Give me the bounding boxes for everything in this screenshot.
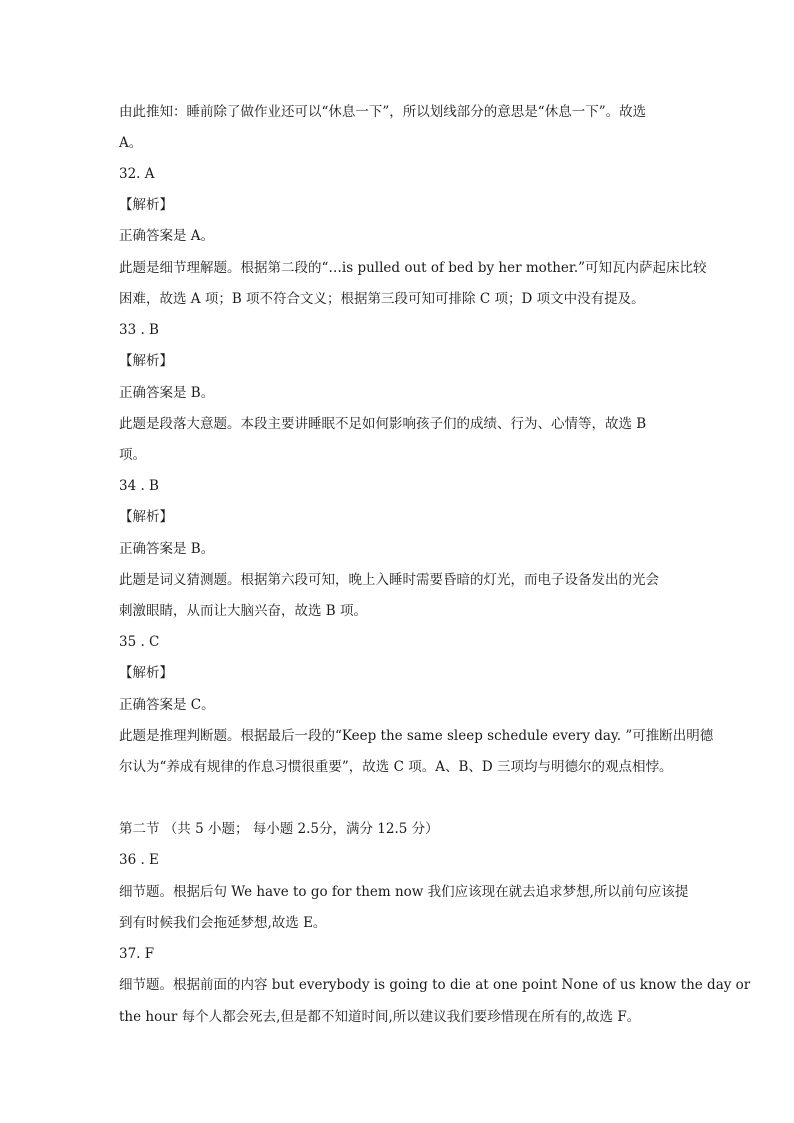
- question-number: 37. F: [119, 946, 155, 962]
- answer-line: 正确答案是 C。: [119, 697, 215, 713]
- text-line: 项。: [119, 447, 146, 463]
- text-line: 细节题。根据后句 We have to go for them now 我们应该现在就去追求梦想,所以前句应该提: [119, 884, 689, 900]
- text-line: 此题是细节理解题。根据第二段的“…is pulled out of bed by her mother.”可知瓦内萨起床比较: [119, 260, 707, 276]
- answer-line: 正确答案是 B。: [119, 541, 215, 557]
- text-line: 刺激眼睛，从而让大脑兴奋，故选 B 项。: [119, 603, 368, 619]
- section-label: 【解析】: [119, 509, 173, 525]
- question-number: 35 . C: [119, 634, 160, 650]
- text-line: 此题是段落大意题。本段主要讲睡眠不足如何影响孩子们的成绩、行为、心情等，故选 B: [119, 416, 647, 432]
- question-number: 36 . E: [119, 852, 159, 868]
- section-label: 【解析】: [119, 197, 173, 213]
- text-line: 到有时候我们会拖延梦想,故选 E。: [119, 915, 327, 931]
- text-line: 困难，故选 A 项；B 项不符合文义；根据第三段可知可排除 C 项；D 项文中没有提及。: [119, 291, 645, 307]
- question-number: 34 . B: [119, 478, 159, 494]
- question-number: 33 . B: [119, 322, 159, 338]
- question-number: 32. A: [119, 166, 155, 182]
- text-line: the hour 每个人都会死去,但是都不知道时间,所以建议我们要珍惜现在所有的,故选 F。: [119, 1009, 641, 1025]
- text-line: 此题是推理判断题。根据最后一段的“Keep the same sleep schedule every day. ”可推断出明德: [119, 728, 714, 744]
- text-line: 细节题。根据前面的内容 but everybody is going to die at one point None of us know the day or: [119, 977, 751, 993]
- section-label: 【解析】: [119, 353, 173, 369]
- answer-line: 正确答案是 A。: [119, 228, 215, 244]
- text-line: 由此推知：睡前除了做作业还可以“休息一下”，所以划线部分的意思是“休息一下”。故选: [119, 104, 647, 120]
- answer-line: 正确答案是 B。: [119, 385, 215, 401]
- text-line: A。: [119, 135, 143, 151]
- text-line: 尔认为“养成有规律的作息习惯很重要”，故选 C 项。A、B、D 三项均与明德尔的观点相悖。: [119, 759, 673, 775]
- section-label: 【解析】: [119, 665, 173, 681]
- text-line: 此题是词义猜测题。根据第六段可知，晚上入睡时需要昏暗的灯光，而电子设备发出的光会: [119, 572, 659, 588]
- section-heading: 第二节 （共 5 小题； 每小题 2.5分，满分 12.5 分）: [119, 821, 439, 837]
